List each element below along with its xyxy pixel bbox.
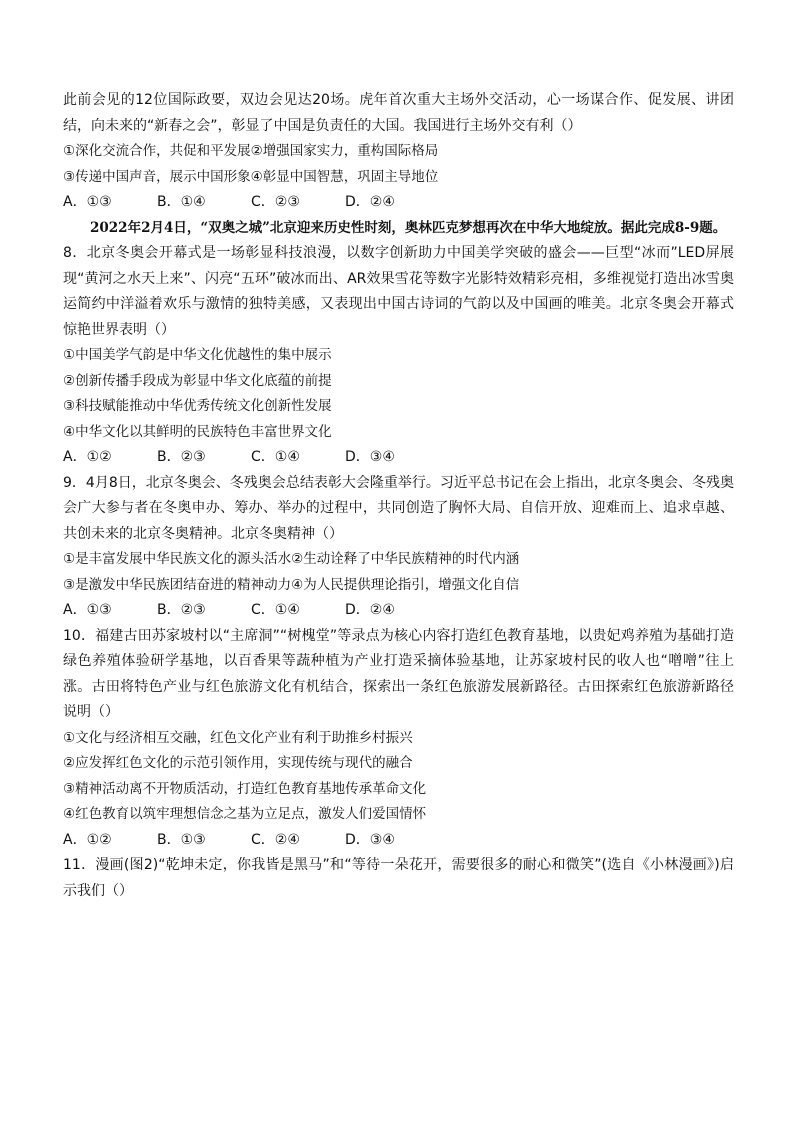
question-9 — [63, 471, 734, 624]
choice-c: C．②④ — [251, 831, 300, 848]
question-7-option-line-2: ③传递中国声音，展示中国形象④彰显中国智慧，巩固主导地位 — [63, 168, 439, 185]
choice-b: B．①③ — [157, 831, 206, 848]
question-10-option-1: ①文化与经济相互交融，红色文化产业有利于助推乡村振兴 — [63, 729, 413, 746]
choice-c: C．①④ — [251, 449, 300, 465]
question-8-option-1: ①中国美学气韵是中华文化优越性的集中展示 — [63, 347, 332, 363]
question-7 — [63, 88, 734, 216]
question-10-option-2: ②应发挥红色文化的示范引领作用，实现传统与现代的融合 — [63, 755, 413, 771]
material-intro: 2022年2月4日，“双奥之城”北京迎来历史性时刻，奥林匹克梦想再次在中华大地绽放。据此完成8-9题。 — [90, 219, 727, 236]
question-8-option-4: ④中华文化以其鲜明的民族特色丰富世界文化 — [63, 423, 332, 440]
question-10-stem: 10．福建古田苏家坡村以“主席洞”“树槐堂”等录点为核心内容打造红色教育基地，以贵妃鸡养殖为基础打造绿色养殖体验研学基地，以百香果等蔬种植为产业打造采摘体验基地，让苏家坡村民的收人也“噌噌”往上涨。古田将特色产业与红色旅游文化有机结合，探索出一条红色旅游发展新路径。古田探索红色旅游新路径说明（） — [63, 627, 734, 720]
question-9-option-line-2: ③是激发中华民族团结奋进的精神动力④为人民提供理论指引，增强文化自信 — [63, 576, 520, 593]
choice-d: D．③④ — [345, 449, 395, 465]
question-11-stem: 11．漫画(图2)“乾坤未定，你我皆是黑马”和“等待一朵花开，需要很多的耐心和微笑”(选自《小林漫画》)启示我们（） — [63, 857, 734, 899]
choice-d: D．③④ — [345, 831, 395, 848]
choice-a: A．①③ — [63, 194, 112, 210]
choice-d: D．②④ — [345, 194, 395, 210]
choice-a: A．①② — [63, 831, 112, 848]
question-10-option-3: ③精神活动离不开物质活动，打造红色教育基地传承革命文化 — [63, 780, 427, 797]
question-10-choices — [63, 828, 734, 854]
choice-b: B．②③ — [157, 449, 206, 465]
choice-c: C．②③ — [251, 194, 300, 210]
choice-d: D．②④ — [345, 602, 395, 618]
question-8-stem: 8．北京冬奥会开幕式是一场彰显科技浪漫，以数字创新助力中国美学突破的盛会——巨型“冰而”LED屏展现“黄河之水天上来”、闪亮“五环”破冰而出、AR效果雪花等数字光影特效精彩亮相，多维视觉打造出冰雪奥运简约中洋溢着欢乐与激情的独特美感，又表现出中国古诗词的气韵以及中国画的唯美。北京冬奥会开幕式惊艳世界表明（） — [63, 245, 734, 338]
question-9-option-line-1: ①是丰富发展中华民族文化的源头活水②生动诠释了中华民族精神的时代内涵 — [63, 551, 520, 567]
question-10-option-4: ④红色教育以筑牢理想信念之基为立足点，激发人们爱国情怀 — [63, 806, 427, 822]
question-8-choices — [63, 445, 734, 471]
choice-b: B．②③ — [157, 602, 206, 618]
question-7-choices — [63, 190, 734, 216]
question-10 — [63, 624, 734, 854]
choice-c: C．①④ — [251, 602, 300, 618]
question-8 — [63, 241, 734, 471]
choice-b: B．①④ — [157, 194, 206, 210]
question-9-stem: 9．4月8日，北京冬奥会、冬残奥会总结表彰大会隆重举行。习近平总书记在会上指出，北京冬奥会、冬残奥会广大参与者在冬奥申办、筹办、举办的过程中，共同创造了胸怀大局、自信开放、迎难而上、追求卓越、共创未来的北京冬奥精神。北京冬奥精神（） — [63, 474, 734, 542]
question-8-option-3: ③科技赋能推动中华优秀传统文化创新性发展 — [63, 398, 332, 414]
question-7-option-line-1: ①深化交流合作，共促和平发展②增强国家实力，重构国际格局 — [63, 143, 439, 159]
choice-a: A．①③ — [63, 602, 112, 618]
choice-a: A．①② — [63, 449, 112, 465]
question-9-choices — [63, 598, 734, 624]
question-7-stem: 此前会见的12位国际政要，双边会见达20场。虎年首次重大主场外交活动，心一场谋合作、促发展、讲团结，向未来的“新春之会”，彰显了中国是负责任的大国。我国进行主场外交有利（） — [63, 92, 734, 134]
question-11 — [63, 853, 734, 904]
question-8-option-2: ②创新传播手段成为彰显中华文化底蕴的前提 — [63, 372, 332, 389]
